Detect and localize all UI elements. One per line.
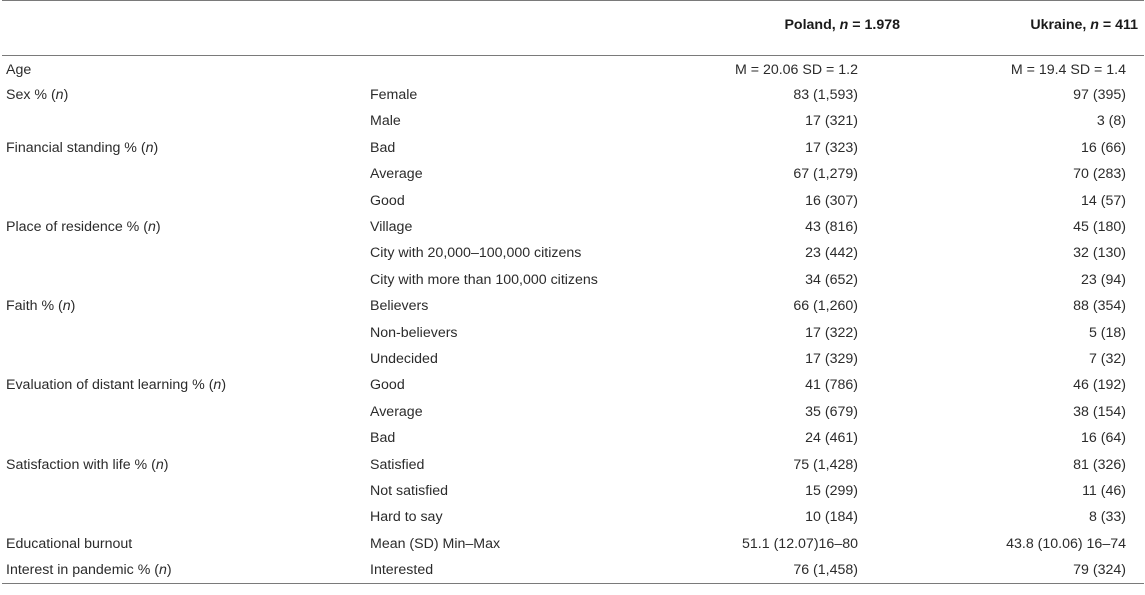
cell-category: Not satisfied [370,482,449,499]
cell-category: Believers [370,298,429,315]
cell-category: Non-believers [370,324,458,341]
variable-label: Sex % ( [6,87,56,104]
cell-poland: 35 (679) [805,403,858,420]
cell-poland: 51.1 (12.07)16–80 [742,535,858,552]
table-row [2,135,1144,161]
cell-ukraine: 43.8 (10.06) 16–74 [1006,535,1126,552]
variable-label: Evaluation of distant learning % ( [6,377,214,394]
cell-poland: 41 (786) [805,377,858,394]
table-row [2,425,1144,451]
cell-variable [2,161,366,187]
variable-n-symbol: n [145,139,154,156]
cell-category: Average [370,403,423,420]
header-ukraine [906,1,1144,56]
cell-category: Female [370,87,418,104]
cell-variable [2,478,366,504]
cell-poland: 17 (321) [805,113,858,130]
header-poland-n-symbol: n [839,17,849,33]
cell-poland: 15 (299) [805,482,858,499]
cell-ukraine: 46 (192) [1073,377,1126,394]
cell-poland: 67 (1,279) [793,166,858,183]
variable-label: Faith % ( [6,298,63,315]
cell-ukraine: 45 (180) [1073,219,1126,236]
variable-label: Financial standing % ( [6,139,146,156]
cell-ukraine: 23 (94) [1081,271,1126,288]
table-row [2,451,1144,477]
table-body [2,56,1144,584]
variable-n-symbol: n [62,298,71,315]
cell-ukraine: 16 (66) [1081,139,1126,156]
cell-ukraine: 11 (46) [1082,482,1126,499]
cell-ukraine: 16 (64) [1081,430,1126,447]
cell-category: Village [370,219,413,236]
table-row [2,56,1144,82]
cell-poland: 34 (652) [805,271,858,288]
table-row [2,504,1144,530]
header-ukraine-n-value: = 411 [1098,17,1138,33]
header-ukraine-n-symbol: n [1090,17,1099,33]
variable-label: Age [6,61,32,78]
cell-variable [2,425,366,451]
table-row [2,108,1144,134]
header-poland-label: Poland, [784,17,840,33]
cell-category: Average [370,166,423,183]
variable-label: Educational burnout [6,535,133,552]
header-category [366,1,666,56]
cell-variable [2,293,366,319]
table-row [2,240,1144,266]
variable-n-symbol: n [155,456,164,473]
cell-poland: 24 (461) [805,430,858,447]
cell-variable [2,82,366,108]
variable-label: Satisfaction with life % ( [6,456,156,473]
cell-variable [2,319,366,345]
cell-poland: 23 (442) [805,245,858,262]
header-ukraine-label: Ukraine, [1030,17,1091,33]
cell-variable [2,135,366,161]
cell-variable [2,108,366,134]
table-row [2,293,1144,319]
table-row [2,161,1144,187]
cell-poland: 17 (322) [805,324,858,341]
variable-paren-close: ) [221,377,227,394]
cell-poland: 75 (1,428) [793,456,858,473]
cell-variable [2,187,366,213]
cell-category: Mean (SD) Min–Max [370,535,501,552]
cell-category: City with 20,000–100,000 citizens [370,245,582,262]
table-row [2,319,1144,345]
cell-ukraine: 70 (283) [1073,166,1126,183]
cell-ukraine: 8 (33) [1088,509,1126,526]
cell-poland: 43 (816) [805,219,858,236]
cell-ukraine: M = 19.4 SD = 1.4 [1010,61,1126,78]
cell-ukraine: 38 (154) [1073,403,1126,420]
table-row [2,531,1144,557]
variable-n-symbol: n [55,87,64,104]
demographics-table [2,0,1144,584]
cell-poland: 76 (1,458) [666,557,906,583]
cell-poland: 17 (329) [805,350,858,367]
table-row [2,399,1144,425]
table-header [2,1,1144,56]
cell-poland: 83 (1,593) [793,87,858,104]
variable-paren-close: ) [70,298,76,315]
header-variable [2,1,366,56]
cell-category: Interested [366,557,666,583]
cell-variable [2,346,366,372]
variable-label: Place of residence % ( [6,219,148,236]
cell-category: City with more than 100,000 citizens [370,271,598,288]
cell-variable [2,557,366,583]
cell-category: Good [370,377,405,394]
cell-category: Bad [370,139,396,156]
table-row [2,372,1144,398]
cell-category [366,56,666,82]
variable-paren-close: ) [63,87,69,104]
cell-variable [2,399,366,425]
variable-paren-close: ) [155,219,161,236]
cell-category: Undecided [370,350,438,367]
cell-ukraine: 7 (32) [1088,350,1126,367]
cell-variable [2,531,366,557]
variable-paren-close: ) [166,561,172,578]
cell-ukraine: 81 (326) [1073,456,1126,473]
table-row [2,187,1144,213]
table-row [2,214,1144,240]
cell-variable [2,214,366,240]
cell-ukraine: 3 (8) [1096,113,1126,130]
cell-poland: 10 (184) [805,509,858,526]
cell-poland: 17 (323) [805,139,858,156]
cell-ukraine: 32 (130) [1073,245,1126,262]
cell-variable [2,504,366,530]
header-poland [666,1,906,56]
table-row [2,557,1144,583]
cell-ukraine: 14 (57) [1081,192,1126,209]
demographics-table-container [2,0,1144,584]
cell-variable [2,56,366,82]
table-row [2,82,1144,108]
table-row [2,346,1144,372]
header-row [2,1,1144,56]
cell-ukraine: 5 (18) [1088,324,1126,341]
table-row [2,267,1144,293]
cell-ukraine: 88 (354) [1073,298,1126,315]
cell-category: Bad [370,430,396,447]
variable-n-symbol: n [158,561,167,578]
cell-ukraine: 79 (324) [906,557,1144,583]
cell-ukraine: 97 (395) [1073,87,1126,104]
cell-category: Satisfied [370,456,425,473]
cell-poland: 16 (307) [805,192,858,209]
variable-label: Interest in pandemic % ( [6,561,159,578]
variable-n-symbol: n [213,377,222,394]
cell-category: Male [370,113,401,130]
cell-category: Good [370,192,405,209]
cell-category: Hard to say [370,509,443,526]
cell-poland: 66 (1,260) [793,298,858,315]
cell-variable [2,451,366,477]
variable-paren-close: ) [163,456,169,473]
table-row [2,478,1144,504]
header-poland-n-value: = 1.978 [848,17,900,33]
cell-poland: M = 20.06 SD = 1.2 [734,61,858,78]
cell-variable [2,372,366,398]
cell-variable [2,267,366,293]
cell-variable [2,240,366,266]
variable-paren-close: ) [153,139,159,156]
variable-n-symbol: n [147,219,156,236]
